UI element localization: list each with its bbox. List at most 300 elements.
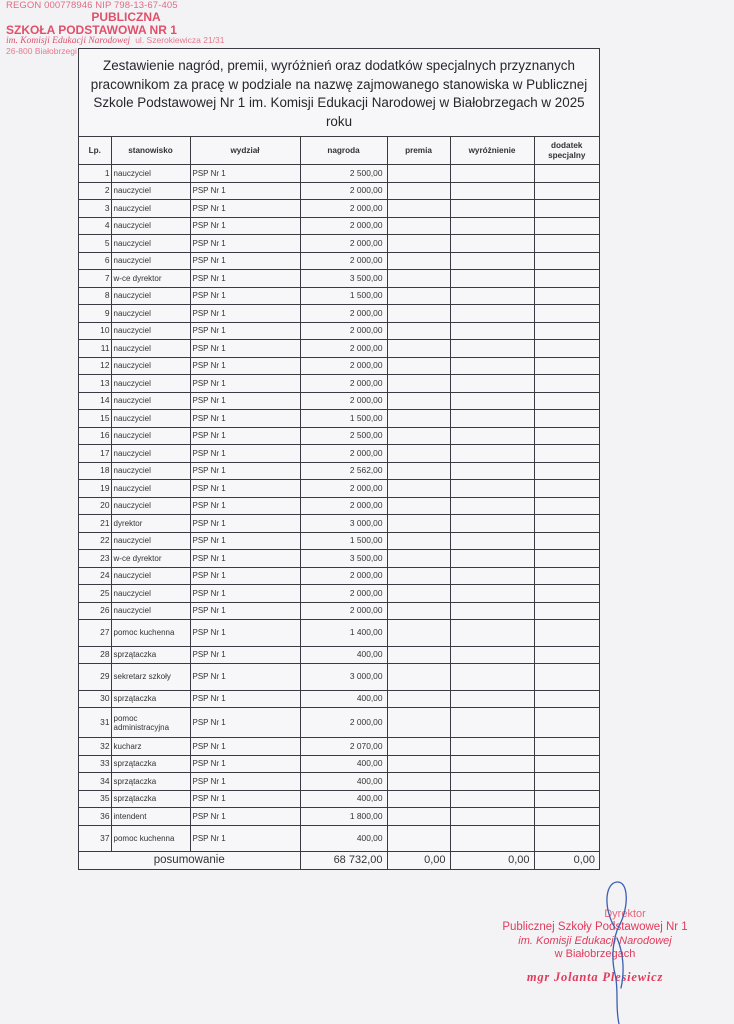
row-wydzial: PSP Nr 1 bbox=[190, 410, 300, 428]
row-wydzial: PSP Nr 1 bbox=[190, 664, 300, 691]
regon-nip: REGON 000778946 NIP 798-13-67-405 bbox=[6, 0, 178, 11]
row-lp: 29 bbox=[79, 664, 111, 691]
row-wyroznienie bbox=[450, 585, 534, 603]
column-header-wyroznienie: wyróżnienie bbox=[450, 137, 534, 165]
stamp-line-city: 26-800 Białobrzegi bbox=[6, 46, 77, 57]
row-premia bbox=[387, 620, 450, 647]
row-lp: 10 bbox=[79, 322, 111, 340]
row-wydzial: PSP Nr 1 bbox=[190, 602, 300, 620]
row-premia bbox=[387, 664, 450, 691]
row-wydzial: PSP Nr 1 bbox=[190, 322, 300, 340]
row-premia bbox=[387, 567, 450, 585]
row-premia bbox=[387, 357, 450, 375]
row-lp: 35 bbox=[79, 790, 111, 808]
row-stanowisko: nauczyciel bbox=[111, 602, 190, 620]
row-wydzial: PSP Nr 1 bbox=[190, 270, 300, 288]
column-header-nagroda: nagroda bbox=[300, 137, 387, 165]
row-lp: 16 bbox=[79, 427, 111, 445]
row-stanowisko: nauczyciel bbox=[111, 480, 190, 498]
row-premia bbox=[387, 773, 450, 791]
row-wydzial: PSP Nr 1 bbox=[190, 200, 300, 218]
row-wyroznienie bbox=[450, 322, 534, 340]
row-wydzial: PSP Nr 1 bbox=[190, 340, 300, 358]
row-nagroda: 400,00 bbox=[300, 646, 387, 664]
row-nagroda: 3 000,00 bbox=[300, 515, 387, 533]
table-row bbox=[79, 235, 599, 253]
table-row bbox=[79, 550, 599, 568]
row-stanowisko: pomoc kuchenna bbox=[111, 620, 190, 647]
row-nagroda: 1 800,00 bbox=[300, 808, 387, 826]
table-row bbox=[79, 808, 599, 826]
row-lp: 6 bbox=[79, 252, 111, 270]
row-lp: 13 bbox=[79, 375, 111, 393]
summary-label: posumowanie bbox=[79, 852, 300, 870]
row-dodatek bbox=[534, 182, 599, 200]
row-stanowisko: nauczyciel bbox=[111, 532, 190, 550]
row-lp: 26 bbox=[79, 602, 111, 620]
row-wydzial: PSP Nr 1 bbox=[190, 773, 300, 791]
row-dodatek bbox=[534, 445, 599, 463]
table-row bbox=[79, 664, 599, 691]
table-row bbox=[79, 690, 599, 708]
row-lp: 31 bbox=[79, 708, 111, 738]
row-dodatek bbox=[534, 567, 599, 585]
director-stamp-name: mgr Jolanta Plesiewicz bbox=[526, 970, 664, 985]
table-row bbox=[79, 515, 599, 533]
director-stamp-city: w Białobrzegach bbox=[554, 948, 636, 961]
row-nagroda: 2 000,00 bbox=[300, 567, 387, 585]
row-dodatek bbox=[534, 410, 599, 428]
director-stamp-title: Dyrektor bbox=[604, 908, 646, 920]
row-wyroznienie bbox=[450, 825, 534, 852]
column-header-dodatek: dodatek specjalny bbox=[534, 137, 599, 165]
row-stanowisko: nauczyciel bbox=[111, 200, 190, 218]
row-stanowisko: pomoc administracyjna bbox=[111, 708, 190, 738]
row-nagroda: 1 500,00 bbox=[300, 410, 387, 428]
row-wydzial: PSP Nr 1 bbox=[190, 357, 300, 375]
row-wyroznienie bbox=[450, 708, 534, 738]
row-wyroznienie bbox=[450, 182, 534, 200]
row-lp: 2 bbox=[79, 182, 111, 200]
row-nagroda: 2 562,00 bbox=[300, 462, 387, 480]
table-row bbox=[79, 620, 599, 647]
row-nagroda: 400,00 bbox=[300, 690, 387, 708]
row-dodatek bbox=[534, 427, 599, 445]
row-wydzial: PSP Nr 1 bbox=[190, 755, 300, 773]
row-lp: 7 bbox=[79, 270, 111, 288]
row-stanowisko: nauczyciel bbox=[111, 357, 190, 375]
row-nagroda: 3 500,00 bbox=[300, 550, 387, 568]
row-stanowisko: nauczyciel bbox=[111, 182, 190, 200]
row-wyroznienie bbox=[450, 773, 534, 791]
row-wyroznienie bbox=[450, 235, 534, 253]
table-row bbox=[79, 410, 599, 428]
row-lp: 8 bbox=[79, 287, 111, 305]
row-lp: 12 bbox=[79, 357, 111, 375]
row-wyroznienie bbox=[450, 532, 534, 550]
row-stanowisko: sekretarz szkoły bbox=[111, 664, 190, 691]
row-wydzial: PSP Nr 1 bbox=[190, 480, 300, 498]
row-stanowisko: nauczyciel bbox=[111, 305, 190, 323]
row-lp: 11 bbox=[79, 340, 111, 358]
table-row bbox=[79, 322, 599, 340]
row-dodatek bbox=[534, 375, 599, 393]
row-nagroda: 1 500,00 bbox=[300, 532, 387, 550]
summary-dodatek: 0,00 bbox=[534, 852, 599, 870]
row-premia bbox=[387, 497, 450, 515]
director-stamp-school: Publicznej Szkoły Podstawowej Nr 1 bbox=[502, 921, 688, 934]
row-dodatek bbox=[534, 755, 599, 773]
table-row bbox=[79, 165, 599, 183]
table-row bbox=[79, 200, 599, 218]
row-stanowisko: nauczyciel bbox=[111, 322, 190, 340]
row-dodatek bbox=[534, 708, 599, 738]
row-dodatek bbox=[534, 235, 599, 253]
row-nagroda: 2 000,00 bbox=[300, 602, 387, 620]
row-wydzial: PSP Nr 1 bbox=[190, 790, 300, 808]
row-premia bbox=[387, 182, 450, 200]
row-dodatek bbox=[534, 497, 599, 515]
row-lp: 17 bbox=[79, 445, 111, 463]
row-nagroda: 2 000,00 bbox=[300, 708, 387, 738]
row-wydzial: PSP Nr 1 bbox=[190, 235, 300, 253]
row-premia bbox=[387, 252, 450, 270]
row-stanowisko: nauczyciel bbox=[111, 497, 190, 515]
row-wyroznienie bbox=[450, 690, 534, 708]
row-lp: 33 bbox=[79, 755, 111, 773]
table-row bbox=[79, 445, 599, 463]
row-stanowisko: nauczyciel bbox=[111, 585, 190, 603]
row-nagroda: 400,00 bbox=[300, 773, 387, 791]
document-title: Zestawienie nagród, premii, wyróżnień oraz dodatków specjalnych przyznanych pracownikom za pracę w podziale na nazwę zajmowanego stanowiska w Publicznej Szkole Podstawowej Nr 1 im. Komisji Edukacji Narodowej w Białobrzegach w 2025 roku bbox=[79, 49, 599, 137]
table-row bbox=[79, 585, 599, 603]
row-premia bbox=[387, 480, 450, 498]
row-lp: 24 bbox=[79, 567, 111, 585]
row-wyroznienie bbox=[450, 392, 534, 410]
table-row bbox=[79, 708, 599, 738]
table-row bbox=[79, 375, 599, 393]
row-nagroda: 2 000,00 bbox=[300, 305, 387, 323]
row-premia bbox=[387, 270, 450, 288]
row-dodatek bbox=[534, 340, 599, 358]
row-nagroda: 1 400,00 bbox=[300, 620, 387, 647]
row-nagroda: 2 500,00 bbox=[300, 165, 387, 183]
row-lp: 36 bbox=[79, 808, 111, 826]
row-wyroznienie bbox=[450, 567, 534, 585]
table-row bbox=[79, 252, 599, 270]
row-lp: 9 bbox=[79, 305, 111, 323]
row-premia bbox=[387, 585, 450, 603]
row-premia bbox=[387, 755, 450, 773]
row-wyroznienie bbox=[450, 357, 534, 375]
row-dodatek bbox=[534, 165, 599, 183]
row-wyroznienie bbox=[450, 200, 534, 218]
row-lp: 20 bbox=[79, 497, 111, 515]
row-premia bbox=[387, 322, 450, 340]
row-wydzial: PSP Nr 1 bbox=[190, 690, 300, 708]
row-nagroda: 400,00 bbox=[300, 755, 387, 773]
row-nagroda: 2 000,00 bbox=[300, 182, 387, 200]
row-wydzial: PSP Nr 1 bbox=[190, 620, 300, 647]
row-stanowisko: sprzątaczka bbox=[111, 755, 190, 773]
row-lp: 5 bbox=[79, 235, 111, 253]
row-wydzial: PSP Nr 1 bbox=[190, 217, 300, 235]
table-row bbox=[79, 480, 599, 498]
row-lp: 19 bbox=[79, 480, 111, 498]
awards-document bbox=[78, 48, 600, 870]
row-stanowisko: sprzątaczka bbox=[111, 646, 190, 664]
row-stanowisko: nauczyciel bbox=[111, 427, 190, 445]
row-lp: 25 bbox=[79, 585, 111, 603]
row-premia bbox=[387, 790, 450, 808]
row-lp: 30 bbox=[79, 690, 111, 708]
row-dodatek bbox=[534, 270, 599, 288]
row-wydzial: PSP Nr 1 bbox=[190, 646, 300, 664]
row-nagroda: 2 000,00 bbox=[300, 585, 387, 603]
row-wyroznienie bbox=[450, 252, 534, 270]
row-dodatek bbox=[534, 664, 599, 691]
director-stamp bbox=[470, 908, 720, 985]
row-dodatek bbox=[534, 287, 599, 305]
row-nagroda: 2 000,00 bbox=[300, 235, 387, 253]
row-wydzial: PSP Nr 1 bbox=[190, 497, 300, 515]
row-wydzial: PSP Nr 1 bbox=[190, 462, 300, 480]
stamp-line-street: ul. Szerokiewicza 21/31 bbox=[135, 35, 225, 46]
row-dodatek bbox=[534, 646, 599, 664]
row-stanowisko: pomoc kuchenna bbox=[111, 825, 190, 852]
row-nagroda: 2 000,00 bbox=[300, 322, 387, 340]
row-dodatek bbox=[534, 825, 599, 852]
row-wyroznienie bbox=[450, 165, 534, 183]
table-row bbox=[79, 790, 599, 808]
row-stanowisko: nauczyciel bbox=[111, 235, 190, 253]
row-dodatek bbox=[534, 200, 599, 218]
row-nagroda: 2 500,00 bbox=[300, 427, 387, 445]
row-wydzial: PSP Nr 1 bbox=[190, 550, 300, 568]
row-premia bbox=[387, 200, 450, 218]
row-dodatek bbox=[534, 217, 599, 235]
row-dodatek bbox=[534, 690, 599, 708]
row-stanowisko: nauczyciel bbox=[111, 462, 190, 480]
row-wydzial: PSP Nr 1 bbox=[190, 252, 300, 270]
row-nagroda: 2 070,00 bbox=[300, 738, 387, 756]
row-stanowisko: nauczyciel bbox=[111, 340, 190, 358]
row-wydzial: PSP Nr 1 bbox=[190, 445, 300, 463]
row-dodatek bbox=[534, 790, 599, 808]
row-dodatek bbox=[534, 305, 599, 323]
row-premia bbox=[387, 602, 450, 620]
row-wyroznienie bbox=[450, 646, 534, 664]
row-dodatek bbox=[534, 462, 599, 480]
row-stanowisko: sprzątaczka bbox=[111, 690, 190, 708]
table-header-row bbox=[79, 137, 599, 165]
row-premia bbox=[387, 305, 450, 323]
table-row bbox=[79, 825, 599, 852]
row-premia bbox=[387, 392, 450, 410]
row-stanowisko: intendent bbox=[111, 808, 190, 826]
row-wyroznienie bbox=[450, 305, 534, 323]
row-dodatek bbox=[534, 585, 599, 603]
row-wydzial: PSP Nr 1 bbox=[190, 738, 300, 756]
row-nagroda: 2 000,00 bbox=[300, 200, 387, 218]
row-stanowisko: nauczyciel bbox=[111, 252, 190, 270]
row-stanowisko: nauczyciel bbox=[111, 445, 190, 463]
row-stanowisko: nauczyciel bbox=[111, 392, 190, 410]
row-wydzial: PSP Nr 1 bbox=[190, 532, 300, 550]
table-row bbox=[79, 357, 599, 375]
row-lp: 4 bbox=[79, 217, 111, 235]
row-dodatek bbox=[534, 252, 599, 270]
row-lp: 32 bbox=[79, 738, 111, 756]
summary-row bbox=[79, 852, 599, 870]
row-premia bbox=[387, 708, 450, 738]
director-stamp-patron: im. Komisji Edukacji Narodowej bbox=[518, 934, 672, 947]
row-wydzial: PSP Nr 1 bbox=[190, 585, 300, 603]
stamp-line-publiczna: PUBLICZNA bbox=[91, 9, 161, 24]
row-wydzial: PSP Nr 1 bbox=[190, 182, 300, 200]
stamp-line-patron: im. Komisji Edukacji Narodowej bbox=[6, 36, 131, 47]
row-wydzial: PSP Nr 1 bbox=[190, 375, 300, 393]
row-stanowisko: sprzątaczka bbox=[111, 773, 190, 791]
row-premia bbox=[387, 217, 450, 235]
row-premia bbox=[387, 375, 450, 393]
table-row bbox=[79, 287, 599, 305]
row-stanowisko: nauczyciel bbox=[111, 217, 190, 235]
row-stanowisko: nauczyciel bbox=[111, 375, 190, 393]
row-nagroda: 1 500,00 bbox=[300, 287, 387, 305]
row-nagroda: 400,00 bbox=[300, 790, 387, 808]
row-premia bbox=[387, 808, 450, 826]
row-dodatek bbox=[534, 808, 599, 826]
row-dodatek bbox=[534, 738, 599, 756]
row-stanowisko: nauczyciel bbox=[111, 287, 190, 305]
row-wyroznienie bbox=[450, 602, 534, 620]
row-nagroda: 2 000,00 bbox=[300, 392, 387, 410]
row-nagroda: 2 000,00 bbox=[300, 480, 387, 498]
row-stanowisko: w-ce dyrektor bbox=[111, 550, 190, 568]
row-wydzial: PSP Nr 1 bbox=[190, 808, 300, 826]
table-row bbox=[79, 427, 599, 445]
row-stanowisko: kucharz bbox=[111, 738, 190, 756]
row-wyroznienie bbox=[450, 445, 534, 463]
stamp-line-school: SZKOŁA PODSTAWOWA NR 1 bbox=[6, 22, 177, 37]
row-wydzial: PSP Nr 1 bbox=[190, 287, 300, 305]
row-premia bbox=[387, 550, 450, 568]
summary-nagroda: 68 732,00 bbox=[300, 852, 387, 870]
row-wydzial: PSP Nr 1 bbox=[190, 165, 300, 183]
row-lp: 23 bbox=[79, 550, 111, 568]
row-nagroda: 2 000,00 bbox=[300, 357, 387, 375]
row-wyroznienie bbox=[450, 515, 534, 533]
row-premia bbox=[387, 646, 450, 664]
column-header-wydzial: wydział bbox=[190, 137, 300, 165]
row-wyroznienie bbox=[450, 375, 534, 393]
row-wydzial: PSP Nr 1 bbox=[190, 567, 300, 585]
table-row bbox=[79, 602, 599, 620]
table-row bbox=[79, 462, 599, 480]
column-header-stanowisko: stanowisko bbox=[111, 137, 190, 165]
table-row bbox=[79, 567, 599, 585]
row-wyroznienie bbox=[450, 620, 534, 647]
row-stanowisko: sprzątaczka bbox=[111, 790, 190, 808]
table-row bbox=[79, 182, 599, 200]
row-stanowisko: w-ce dyrektor bbox=[111, 270, 190, 288]
row-wyroznienie bbox=[450, 755, 534, 773]
row-nagroda: 2 000,00 bbox=[300, 340, 387, 358]
row-dodatek bbox=[534, 322, 599, 340]
row-lp: 34 bbox=[79, 773, 111, 791]
row-premia bbox=[387, 462, 450, 480]
row-nagroda: 2 000,00 bbox=[300, 217, 387, 235]
row-dodatek bbox=[534, 515, 599, 533]
row-premia bbox=[387, 287, 450, 305]
table-body bbox=[79, 165, 599, 852]
row-lp: 21 bbox=[79, 515, 111, 533]
row-lp: 3 bbox=[79, 200, 111, 218]
summary-premia: 0,00 bbox=[387, 852, 450, 870]
row-stanowisko: nauczyciel bbox=[111, 165, 190, 183]
row-lp: 27 bbox=[79, 620, 111, 647]
column-header-lp: Lp. bbox=[79, 137, 111, 165]
row-lp: 14 bbox=[79, 392, 111, 410]
row-stanowisko: nauczyciel bbox=[111, 567, 190, 585]
row-wyroznienie bbox=[450, 497, 534, 515]
row-wyroznienie bbox=[450, 790, 534, 808]
table-row bbox=[79, 646, 599, 664]
row-dodatek bbox=[534, 602, 599, 620]
row-stanowisko: nauczyciel bbox=[111, 410, 190, 428]
column-header-premia: premia bbox=[387, 137, 450, 165]
table-row bbox=[79, 305, 599, 323]
table-row bbox=[79, 755, 599, 773]
row-wydzial: PSP Nr 1 bbox=[190, 515, 300, 533]
row-premia bbox=[387, 445, 450, 463]
row-lp: 37 bbox=[79, 825, 111, 852]
row-wydzial: PSP Nr 1 bbox=[190, 305, 300, 323]
row-wyroznienie bbox=[450, 550, 534, 568]
row-wyroznienie bbox=[450, 340, 534, 358]
row-wydzial: PSP Nr 1 bbox=[190, 708, 300, 738]
row-premia bbox=[387, 235, 450, 253]
row-dodatek bbox=[534, 550, 599, 568]
row-wyroznienie bbox=[450, 808, 534, 826]
row-wydzial: PSP Nr 1 bbox=[190, 427, 300, 445]
table-row bbox=[79, 773, 599, 791]
summary-wyroznienie: 0,00 bbox=[450, 852, 534, 870]
row-dodatek bbox=[534, 480, 599, 498]
row-premia bbox=[387, 738, 450, 756]
row-dodatek bbox=[534, 620, 599, 647]
row-lp: 22 bbox=[79, 532, 111, 550]
row-wyroznienie bbox=[450, 287, 534, 305]
table-row bbox=[79, 270, 599, 288]
row-wyroznienie bbox=[450, 462, 534, 480]
row-nagroda: 3 000,00 bbox=[300, 664, 387, 691]
row-dodatek bbox=[534, 532, 599, 550]
row-wyroznienie bbox=[450, 217, 534, 235]
table-row bbox=[79, 340, 599, 358]
row-nagroda: 3 500,00 bbox=[300, 270, 387, 288]
row-lp: 18 bbox=[79, 462, 111, 480]
table-row bbox=[79, 532, 599, 550]
row-premia bbox=[387, 690, 450, 708]
row-premia bbox=[387, 340, 450, 358]
table-row bbox=[79, 738, 599, 756]
row-wyroznienie bbox=[450, 664, 534, 691]
row-wyroznienie bbox=[450, 410, 534, 428]
table-row bbox=[79, 392, 599, 410]
row-premia bbox=[387, 165, 450, 183]
